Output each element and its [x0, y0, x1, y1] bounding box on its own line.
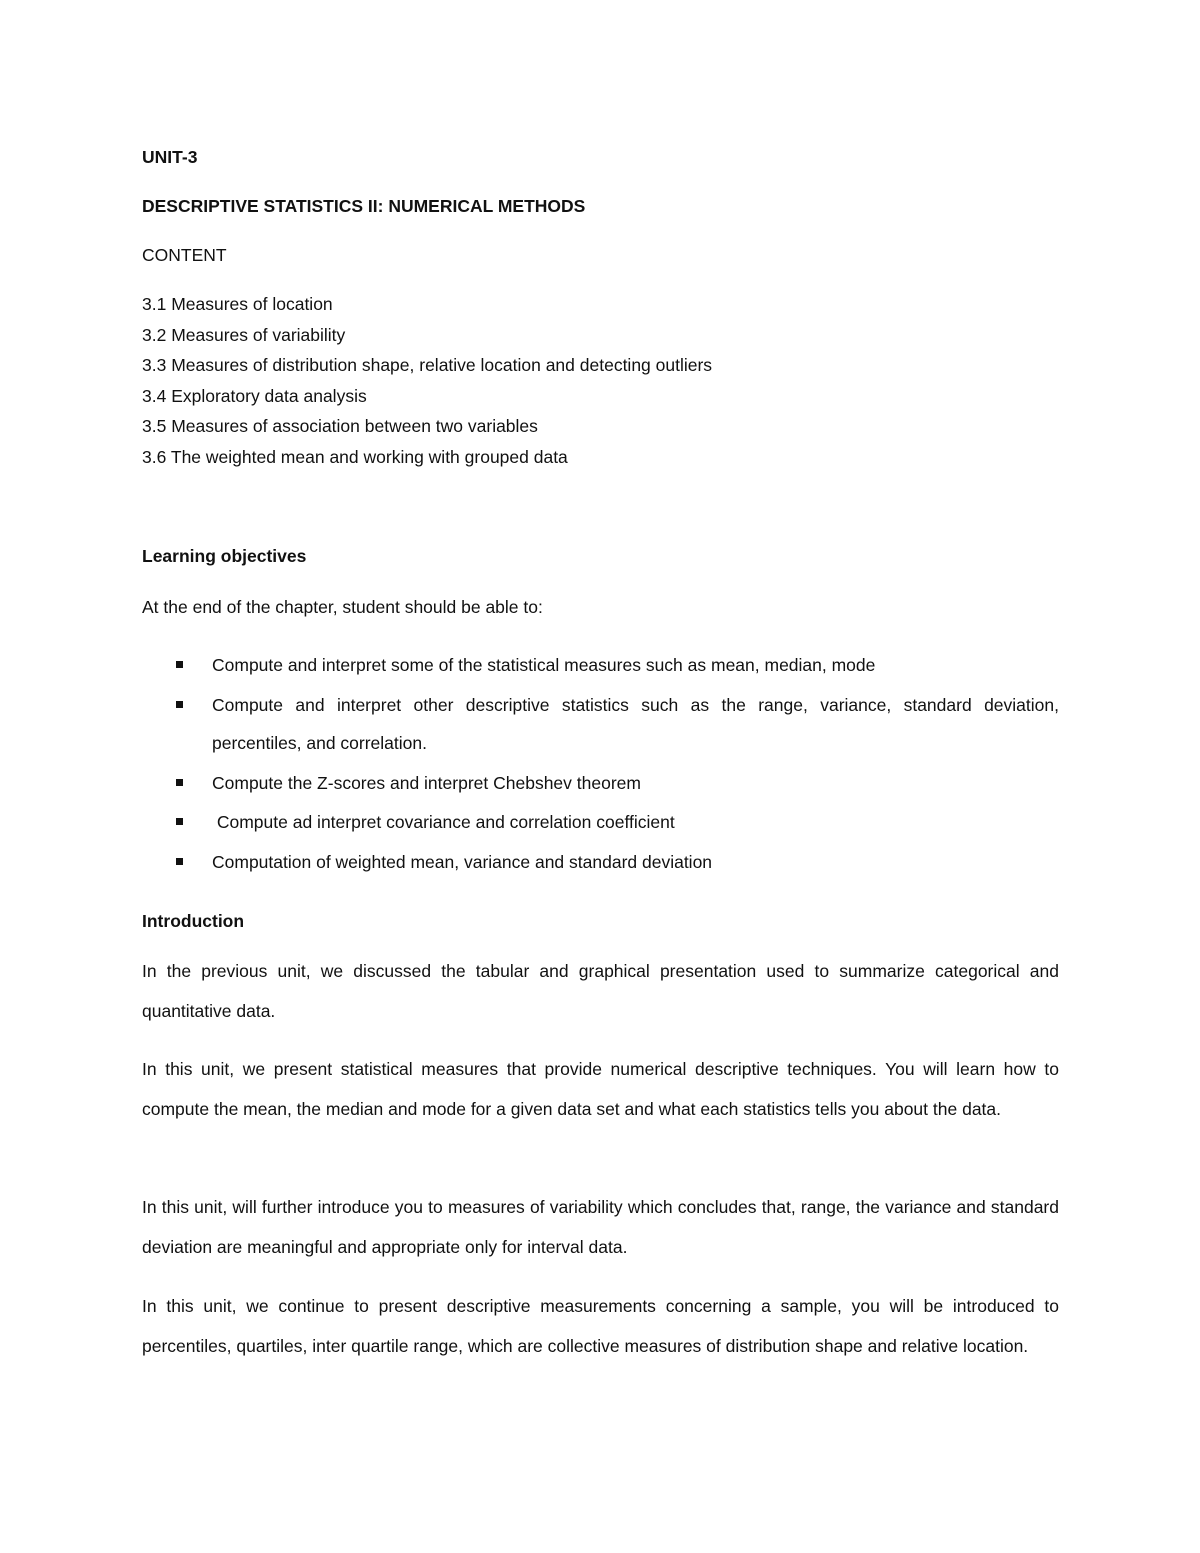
list-item-text: Compute and interpret some of the statistical measures such as mean, median, mode — [212, 655, 876, 675]
objectives-intro: At the end of the chapter, student should be able to: — [142, 597, 543, 617]
list-item — [142, 764, 1059, 802]
list-item — [142, 686, 1059, 762]
list-item-text: Compute ad interpret covariance and correlation coefficient — [212, 812, 675, 832]
toc-item: 3.6 The weighted mean and working with grouped data — [142, 447, 568, 467]
introduction-heading: Introduction — [142, 911, 245, 931]
toc-item: 3.4 Exploratory data analysis — [142, 386, 367, 406]
list-item — [142, 843, 1059, 881]
bullet-square-icon — [176, 779, 183, 786]
introduction-paragraph: In the previous unit, we discussed the tabular and graphical presentation used to summarize categorical and quantitative data. — [142, 961, 1059, 1021]
introduction-paragraph: In this unit, we continue to present descriptive measurements concerning a sample, you will be introduced to percentiles, quartiles, inter quartile range, which are collective measures of distribution shape and relative location. — [142, 1296, 1059, 1356]
list-item-text: Compute and interpret other descriptive statistics such as the range, variance, standard deviation, percentiles, and correlation. — [212, 695, 1059, 753]
list-item-text: Computation of weighted mean, variance and standard deviation — [212, 852, 713, 872]
content-label: CONTENT — [142, 245, 227, 265]
introduction-paragraph: In this unit, we present statistical measures that provide numerical descriptive techniques. You will learn how to compute the mean, the median and mode for a given data set and what each statistics tells you about the data. — [142, 1059, 1059, 1119]
introduction-paragraph: In this unit, will further introduce you to measures of variability which concludes that, range, the variance and standard deviation are meaningful and appropriate only for interval data. — [142, 1197, 1059, 1257]
toc-item: 3.2 Measures of variability — [142, 325, 346, 345]
list-item — [142, 646, 1059, 684]
list-item-text: Compute the Z-scores and interpret Chebshev theorem — [212, 773, 641, 793]
objectives-heading: Learning objectives — [142, 546, 307, 566]
bullet-square-icon — [176, 701, 183, 708]
toc-item: 3.5 Measures of association between two variables — [142, 416, 538, 436]
main-title: DESCRIPTIVE STATISTICS II: NUMERICAL METHODS — [142, 196, 586, 216]
bullet-square-icon — [176, 858, 183, 865]
toc-item: 3.1 Measures of location — [142, 294, 333, 314]
bullet-square-icon — [176, 818, 183, 825]
toc-item: 3.3 Measures of distribution shape, relative location and detecting outliers — [142, 355, 713, 375]
list-item — [142, 803, 1059, 841]
bullet-square-icon — [176, 661, 183, 668]
unit-title: UNIT-3 — [142, 147, 198, 167]
